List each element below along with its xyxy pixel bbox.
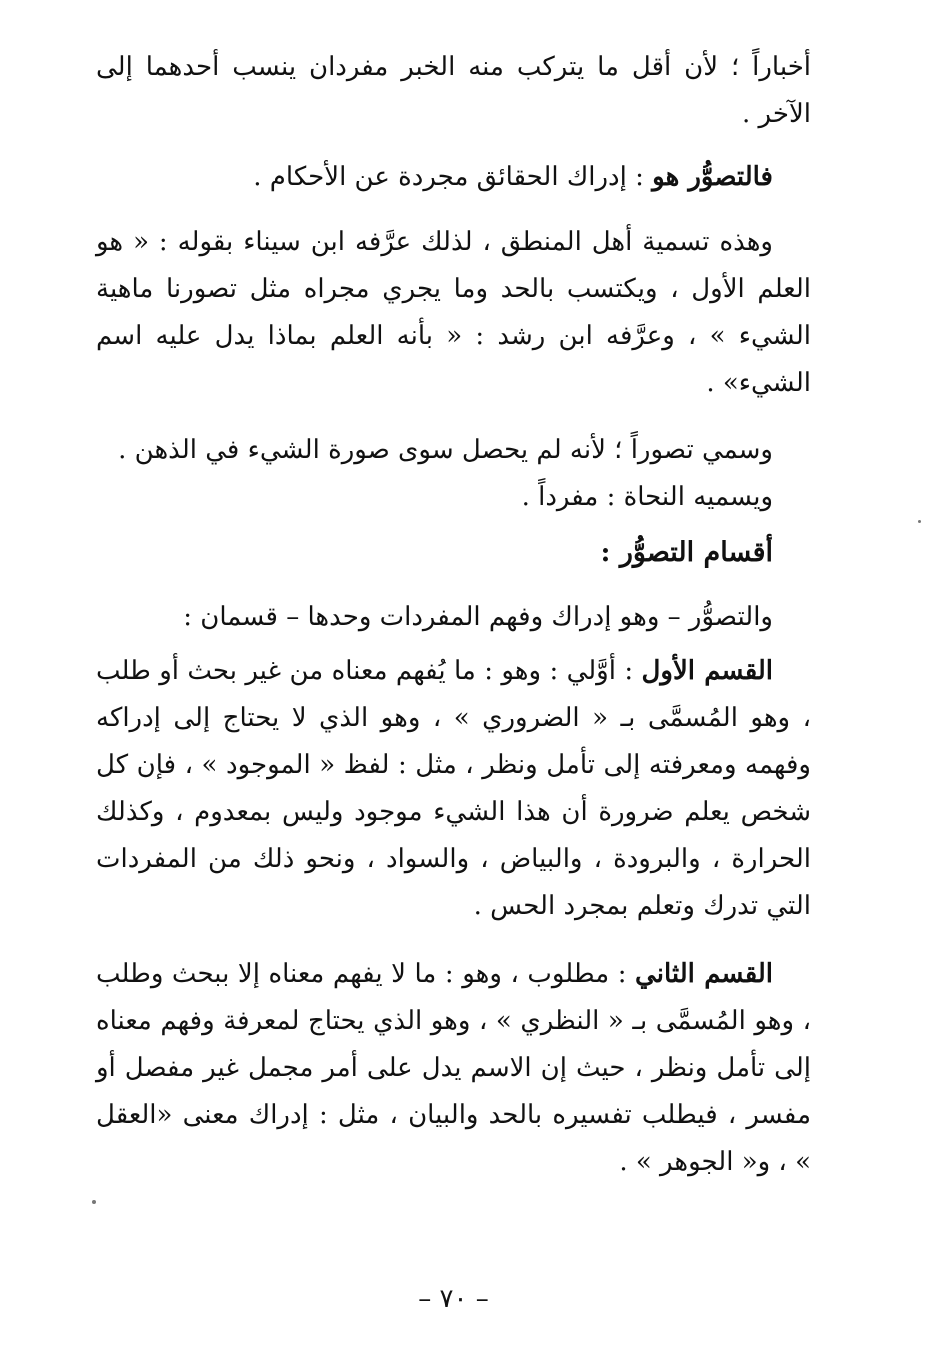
paragraph-5 (96, 474, 811, 521)
paragraph-1 (96, 44, 811, 138)
scan-speck (918, 520, 921, 523)
term-tasawwur: فالتصوُّر هو (652, 162, 773, 192)
page-number: – ٧٠ – (418, 1284, 489, 1314)
paragraph-8 (96, 951, 811, 1186)
paragraph-6-text: والتصوُّر – وهو إدراك وفهم المفردات وحدها – قسمان : (183, 602, 773, 632)
paragraph-7 (96, 648, 811, 930)
paragraph-7-text: : أوَّلي : وهو : ما يُفهم معناه من غير بحث أو طلب ، وهو المُسمَّى بـ « الضروري » ، وهو الذي لا يحتاج إلى إدراكه وفهمه ومعرفته إلى تأمل ونظر ، مثل : لفظ « الموجود » ، فإن كل شخص يعلم ضرورة أن هذا الشيء موجود وليس بمعدوم ، وكذلك الحرارة ، والبرودة ، والبياض ، والسواد ، ونحو ذلك من المفردات التي تدرك وتعلم بمجرد الحس . (96, 656, 811, 921)
paragraph-2-text: : إدراك الحقائق مجردة عن الأحكام . (253, 162, 653, 192)
paragraph-3 (96, 219, 811, 407)
term-first-section: القسم الأول (641, 656, 773, 686)
term-second-section: القسم الثاني (635, 959, 774, 989)
paragraph-4 (96, 427, 811, 474)
section-heading: أقسام التصوُّر : (600, 537, 773, 568)
paragraph-3-text: وهذه تسمية أهل المنطق ، لذلك عرَّفه ابن سيناء بقوله : « هو العلم الأول ، ويكتسب بالحد وما يجري مجراه مثل تصورنا ماهية الشيء » ، وعرَّفه ابن رشد : « بأنه العلم بماذا يدل عليه اسم الشيء» . (96, 227, 812, 398)
paragraph-2 (96, 154, 811, 201)
paragraph-1-text: أخباراً ؛ لأن أقل ما يتركب منه الخبر مفردان ينسب أحدهما إلى الآخر . (96, 52, 811, 129)
paragraph-6 (96, 594, 811, 641)
paragraph-5-text: ويسميه النحاة : مفرداً . (521, 482, 773, 512)
scan-speck (92, 1200, 96, 1204)
paragraph-8-text: : مطلوب ، وهو : ما لا يفهم معناه إلا ببحث وطلب ، وهو المُسمَّى بـ « النظري » ، وهو الذي يحتاج لمعرفة وفهم معناه إلى تأمل ونظر ، حيث إن الاسم يدل على أمر مجمل غير مفصل أو مفسر ، فيطلب تفسيره بالحد والبيان ، مثل : إدراك معنى «العقل » ، و« الجوهر » . (96, 959, 811, 1177)
paragraph-4-text: وسمي تصوراً ؛ لأنه لم يحصل سوى صورة الشيء في الذهن . (118, 435, 773, 465)
document-page (96, 44, 812, 1314)
